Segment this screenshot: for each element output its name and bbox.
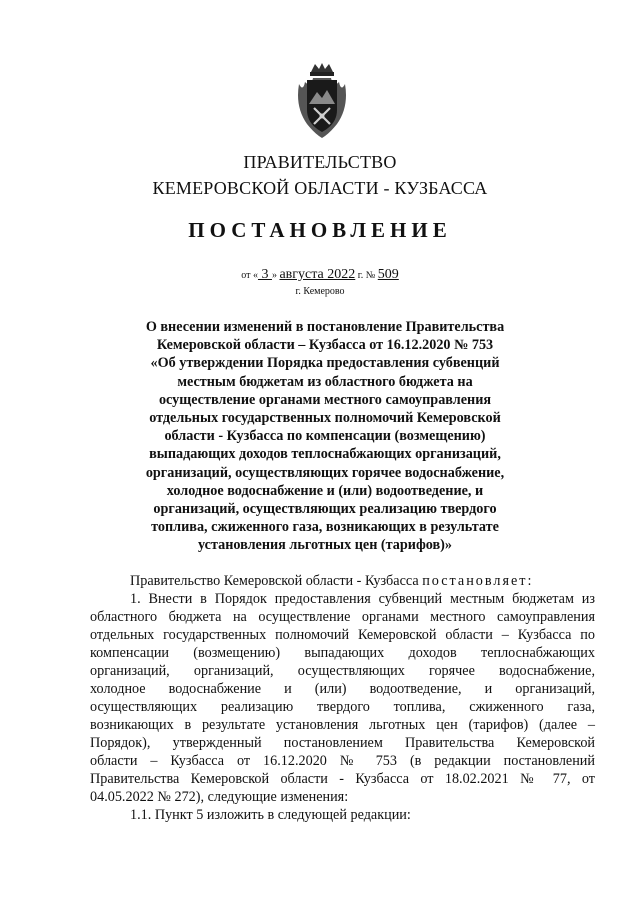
subpoint-1-1: 1.1. Пункт 5 изложить в следующей редакции: xyxy=(130,807,411,823)
date-day: 3 xyxy=(257,267,272,282)
paragraph-line: организаций, организаций, осуществляющих горячее водоснабжение, xyxy=(90,663,595,679)
city: г. Кемерово xyxy=(295,286,345,297)
paragraph-line: областного бюджета на осуществление органами местного самоуправления xyxy=(90,609,595,625)
resolution-intro xyxy=(90,572,595,590)
document-number: 509 xyxy=(377,267,399,282)
paragraph-line: компенсации (возмещению) выпадающих доходов теплоснабжающих xyxy=(90,645,595,661)
paragraph-line: области – Кузбасса от 16.12.2020 № 753 (в редакции постановлений xyxy=(90,753,595,769)
title-line: топлива, сжиженного газа, возникающих в результате xyxy=(151,519,499,536)
document-title xyxy=(130,318,520,555)
title-line: отдельных государственных полномочий Кемеровской xyxy=(149,410,501,427)
document-body xyxy=(90,572,595,824)
paragraph-line: осуществляющих реализацию твердого топлива, сжиженного газа, xyxy=(90,699,595,715)
date-mid: » xyxy=(271,270,280,281)
title-line: области - Кузбасса по компенсации (возмещению) xyxy=(164,428,486,445)
title-line: установления льготных цен (тарифов)» xyxy=(198,537,452,554)
date-month-year: августа 2022 xyxy=(279,267,356,282)
document-type: ПОСТАНОВЛЕНИЕ xyxy=(188,218,452,242)
title-line: холодное водоснабжение и (или) водоотведение, и xyxy=(166,482,484,499)
paragraph-line: 1. Внести в Порядок предоставления субвенций местным бюджетам из xyxy=(130,591,595,607)
date-line xyxy=(0,267,640,283)
title-line: «Об утверждении Порядка предоставления субвенций xyxy=(150,355,500,372)
date-prefix: от « xyxy=(241,270,258,281)
coat-of-arms-icon xyxy=(293,62,351,140)
paragraph-line: 04.05.2022 № 272), следующие изменения: xyxy=(90,789,349,805)
title-line: Кемеровской области – Кузбасса от 16.12.2020 № 753 xyxy=(156,337,494,354)
date-year-suffix: г. № xyxy=(355,270,378,281)
title-line: осуществление органами местного самоуправления xyxy=(158,391,492,408)
title-line: выпадающих доходов теплоснабжающих организаций, xyxy=(149,446,501,463)
org-name-line2: КЕМЕРОВСКОЙ ОБЛАСТИ - КУЗБАССА xyxy=(152,178,488,198)
org-name-line1: ПРАВИТЕЛЬСТВО xyxy=(243,152,397,172)
title-line: местным бюджетам из областного бюджета на xyxy=(177,373,473,390)
title-line: организаций, осуществляющих реализацию твердого xyxy=(153,501,497,518)
paragraph-line: Правительства Кемеровской области - Кузбасса от 18.02.2021 № 77, от xyxy=(90,771,595,787)
title-line: О внесении изменений в постановление Правительства xyxy=(145,319,505,335)
intro-text: Правительство Кемеровской области - Кузбасса xyxy=(130,573,423,589)
paragraph-line: отдельных государственных полномочий Кемеровской области – Кузбасса по xyxy=(90,627,595,643)
paragraph-line: холодное водоснабжение и (или) водоотведение, и организаций, xyxy=(90,681,595,697)
intro-spaced-word: постановляет: xyxy=(422,573,534,589)
paragraph-line: возникающих в результате установления льготных цен (тарифов) (далее – xyxy=(90,717,595,733)
paragraph-line: Порядок), утвержденный постановлением Правительства Кемеровской xyxy=(90,735,595,751)
title-line: организаций, осуществляющих горячее водоснабжение, xyxy=(145,464,505,481)
